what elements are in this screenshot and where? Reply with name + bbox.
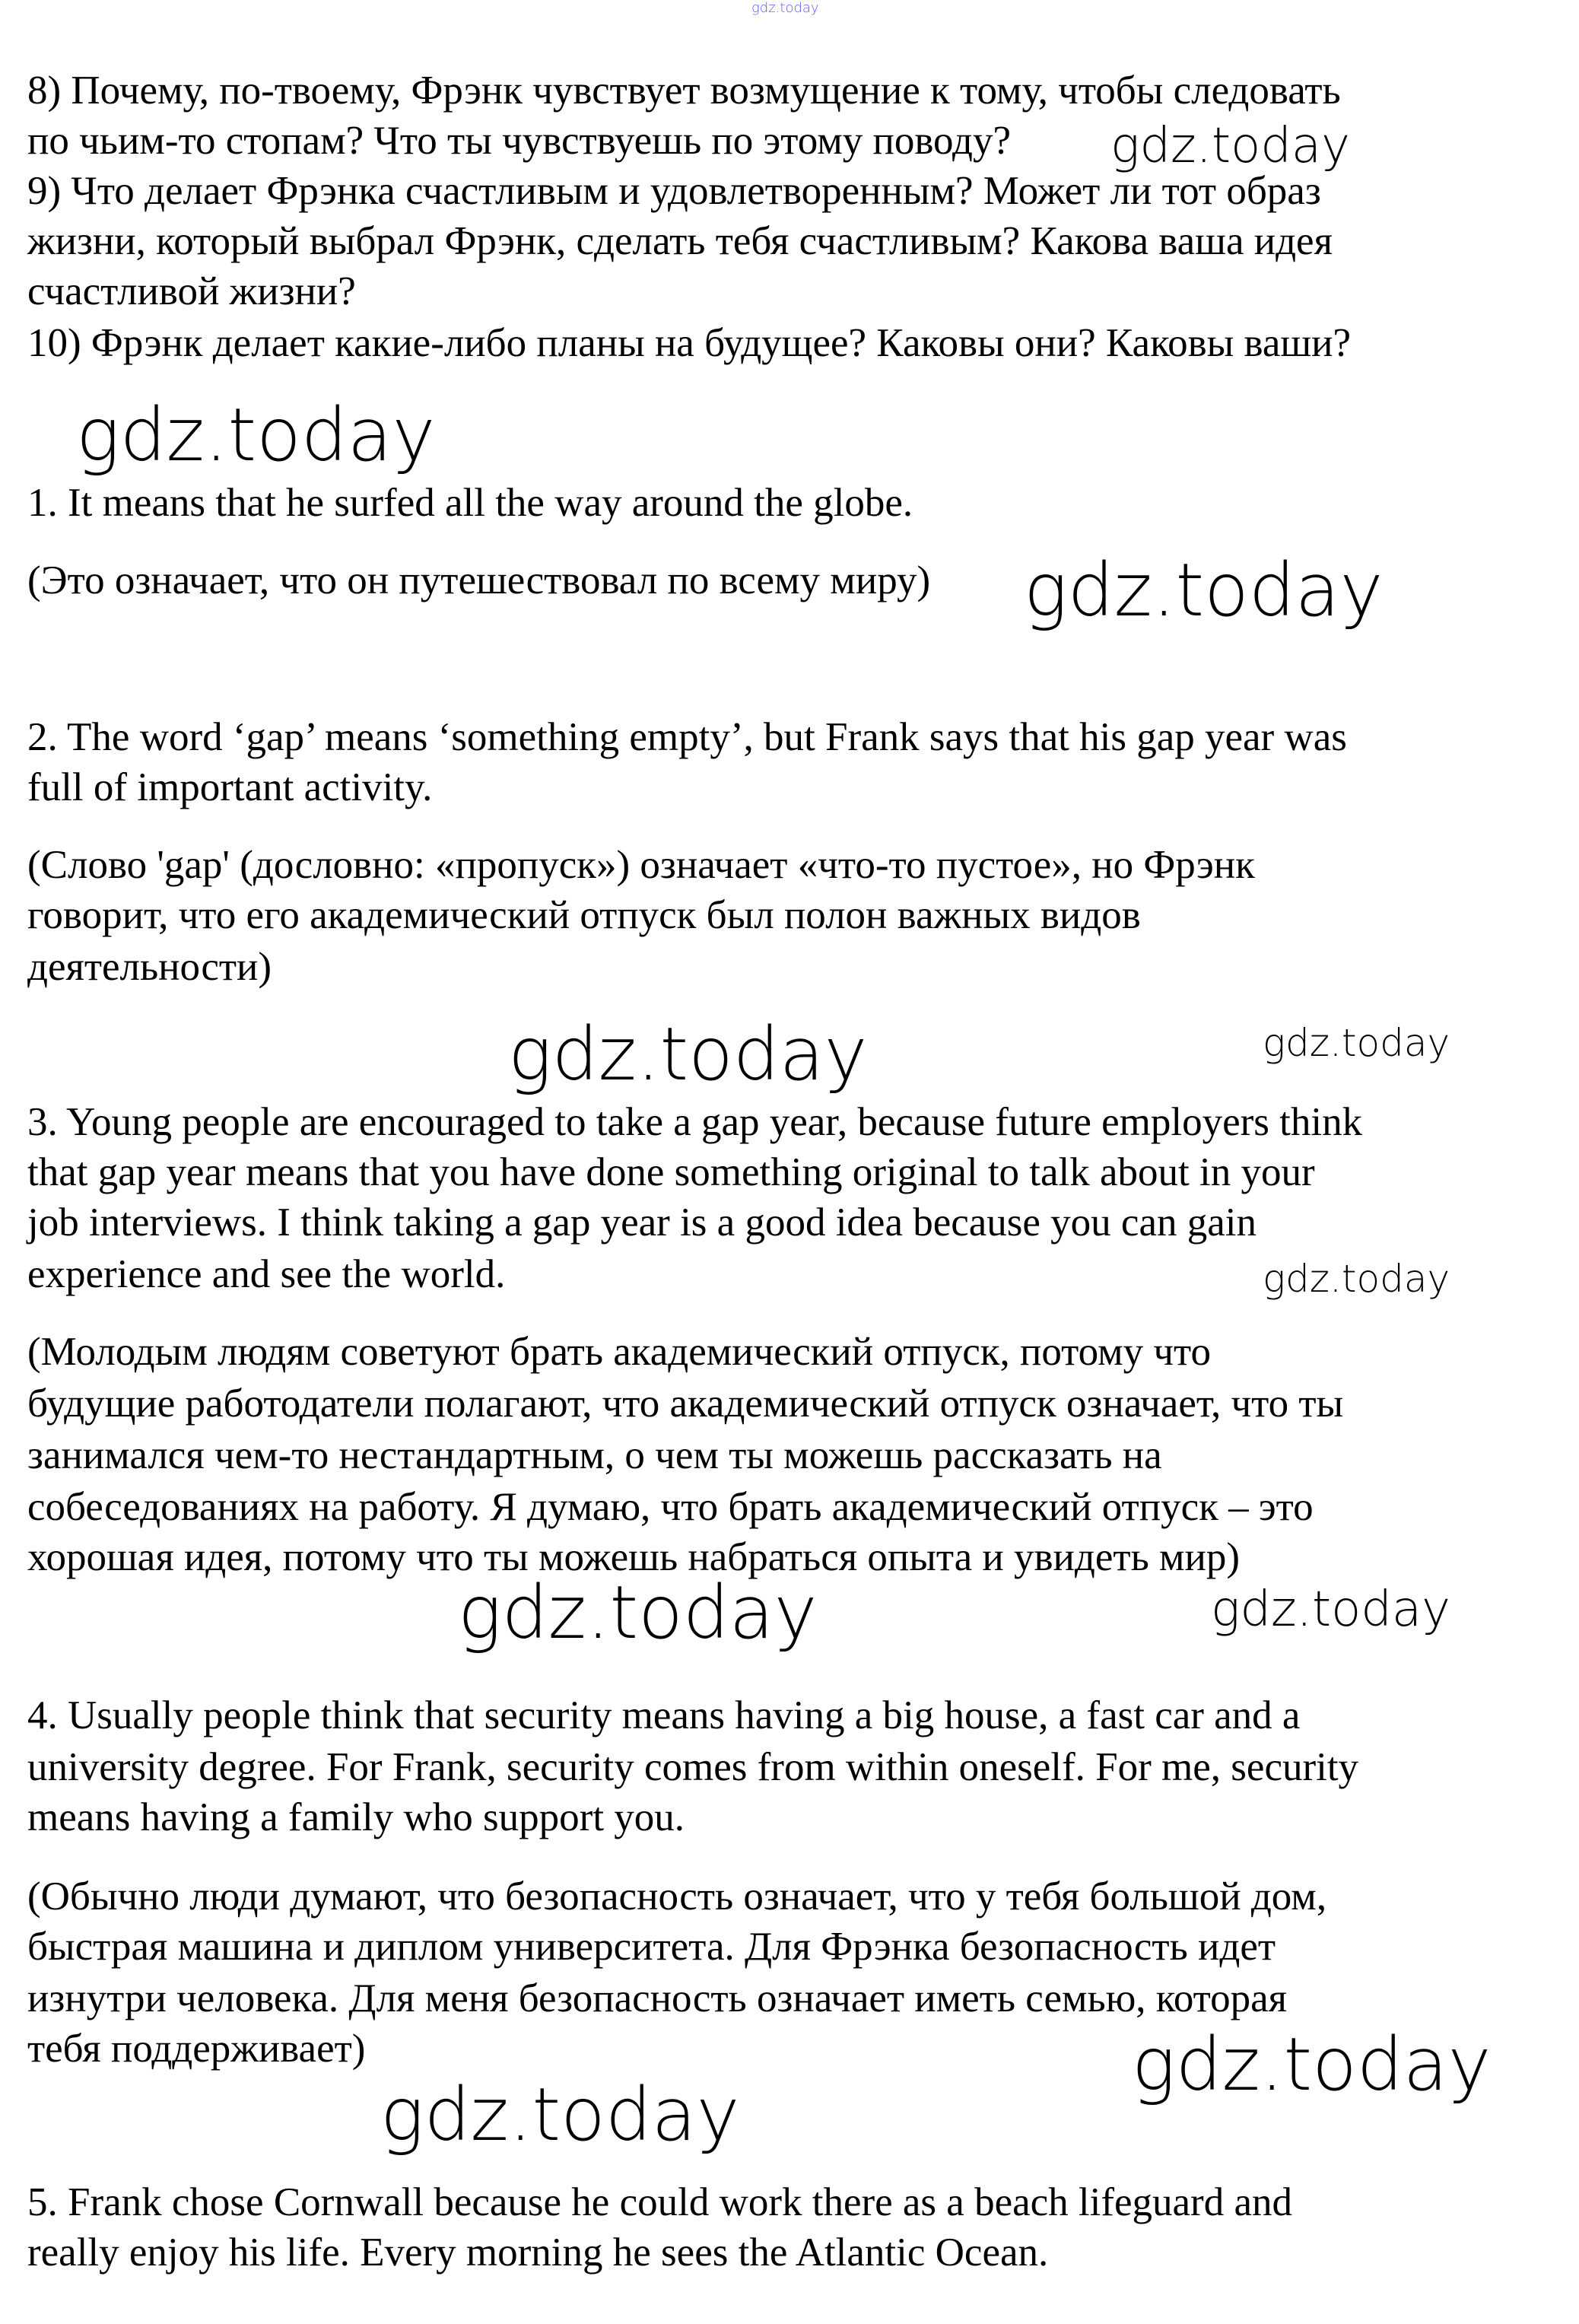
answer-3-en: that gap year means that you have done something original to talk about in your: [27, 1150, 1315, 1194]
answer-3-ru: занимался чем-то нестандартным, о чем ты можешь рассказать на: [27, 1433, 1162, 1477]
answer-4-ru: (Обычно люди думают, что безопасность означает, что у тебя большой дом,: [27, 1874, 1327, 1919]
question-line: по чьим-то стопам? Что ты чувствуешь по этому поводу?: [27, 119, 1011, 163]
watermark: gdz.today: [458, 1570, 818, 1655]
answer-5-en: 5. Frank chose Cornwall because he could work there as a beach lifeguard and: [27, 2180, 1292, 2224]
header-watermark: gdz.today: [751, 0, 819, 16]
answer-4-ru: тебя поддерживает): [27, 2027, 366, 2071]
question-line: жизни, который выбрал Фрэнк, сделать тебя счастливым? Какова ваша идея: [27, 219, 1333, 263]
question-line: 8) Почему, по-твоему, Фрэнк чувствует возмущение к тому, чтобы следовать: [27, 68, 1341, 113]
answer-3-en: job interviews. I think taking a gap year is a good idea because you can gain: [27, 1200, 1257, 1245]
answer-3-ru: хорошая идея, потому что ты можешь набраться опыта и увидеть мир): [27, 1535, 1241, 1579]
answer-2-ru: говорит, что его академический отпуск был полон важных видов: [27, 893, 1141, 937]
watermark: gdz.today: [380, 2072, 740, 2157]
answer-4-en: means having a family who support you.: [27, 1795, 685, 1839]
answer-3-en: experience and see the world.: [27, 1252, 506, 1296]
answer-4-en: university degree. For Frank, security comes from within oneself. For me, security: [27, 1745, 1359, 1789]
answer-4-ru: изнутри человека. Для меня безопасность означает иметь семью, которая: [27, 1976, 1288, 2020]
answer-5-en: really enjoy his life. Every morning he sees the Atlantic Ocean.: [27, 2230, 1049, 2275]
watermark: gdz.today: [1024, 548, 1384, 633]
answer-1-ru: (Это означает, что он путешествовал по всему миру): [27, 558, 931, 602]
watermark: gdz.today: [508, 1012, 868, 1097]
answer-2-ru: (Слово 'gap' (дословно: «пропуск») означает «что-то пустое», но Фрэнк: [27, 843, 1255, 887]
answer-2-ru: деятельности): [27, 945, 272, 989]
watermark: gdz.today: [1211, 1582, 1450, 1638]
answer-1-en: 1. It means that he surfed all the way around the globe.: [27, 481, 913, 525]
question-line: счастливой жизни?: [27, 269, 356, 313]
answer-3-ru: (Молодым людям советуют брать академический отпуск, потому что: [27, 1330, 1212, 1374]
watermark: gdz.today: [76, 393, 436, 478]
watermark: gdz.today: [1263, 1257, 1450, 1301]
answer-2-en: 2. The word ‘gap’ means ‘something empty’, but Frank says that his gap year was: [27, 715, 1347, 759]
answer-2-en: full of important activity.: [27, 765, 433, 809]
answer-4-en: 4. Usually people think that security means having a big house, a fast car and a: [27, 1693, 1301, 1737]
question-line: 10) Фрэнк делает какие-либо планы на будущее? Каковы они? Каковы ваши?: [27, 321, 1352, 365]
watermark: gdz.today: [1263, 1021, 1450, 1065]
answer-3-ru: собеседованиях на работу. Я думаю, что брать академический отпуск – это: [27, 1485, 1314, 1529]
watermark: gdz.today: [1132, 2022, 1492, 2107]
question-line: 9) Что делает Фрэнка счастливым и удовлетворенным? Может ли тот образ: [27, 169, 1321, 213]
answer-4-ru: быстрая машина и диплом университета. Для Фрэнка безопасность идет: [27, 1925, 1276, 1969]
answer-3-en: 3. Young people are encouraged to take a gap year, because future employers think: [27, 1100, 1363, 1144]
answer-3-ru: будущие работодатели полагают, что академический отпуск означает, что ты: [27, 1381, 1344, 1426]
watermark: gdz.today: [1110, 118, 1350, 174]
